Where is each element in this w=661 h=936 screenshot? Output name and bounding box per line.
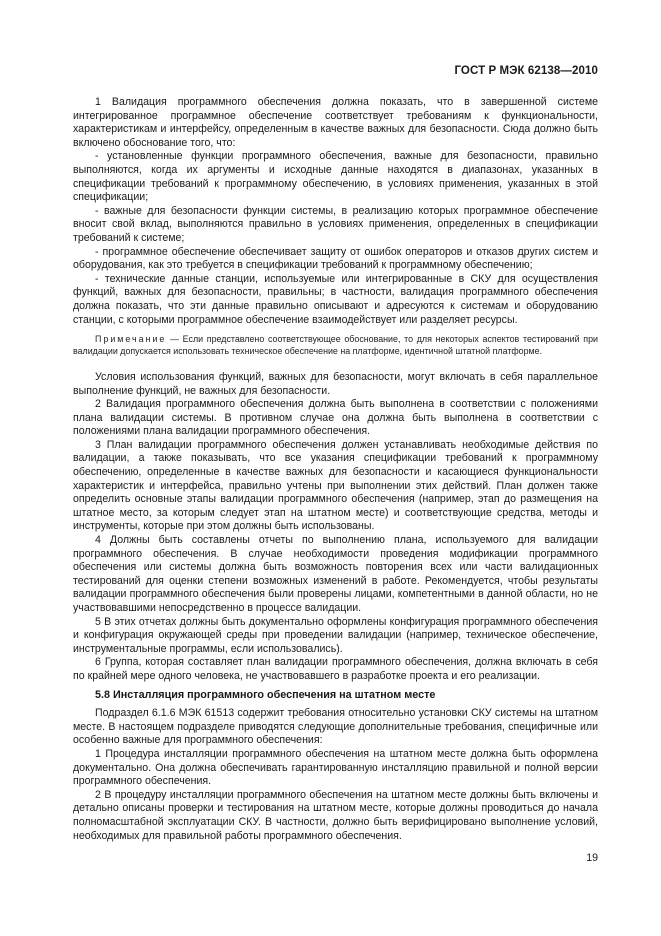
note bbox=[73, 334, 598, 357]
validation-requirements-block bbox=[73, 371, 598, 684]
paragraph: 5 В этих отчетах должны быть документально оформлены конфигурация программного обеспечения и конфигурация окружающей среды при проведении валидации (например, техническое обеспечение, инструментальные программы, если использовались). bbox=[73, 615, 598, 655]
page-number: 19 bbox=[586, 852, 598, 864]
note-text: — Если представлено соответствующее обоснование, то для некоторых аспектов тестирований при валидации допускается использовать техническое обеспечение на платформе, идентичной штатной платформе. bbox=[73, 334, 598, 356]
paragraph: 3 План валидации программного обеспечения должен устанавливать необходимые действия по валидации, а также показывать, что все указания спецификации требований к программному обеспечению, определенные в качестве важных для безопасности и касающиеся функциональности характеристик и интерфейса, правильно учтены при выполнении этих действий. План должен также определить основные этапы валидации программного обеспечения (например, этап до размещения на штатное место, за которым следует этап на штатном месте) и соответствующие средства, методы и инструменты, которые при этом должны быть использованы. bbox=[73, 438, 598, 533]
section-heading: 5.8 Инсталляция программного обеспечения на штатном месте bbox=[95, 688, 436, 701]
list-item: - важные для безопасности функции системы, в реализацию которых программное обеспечение вносит свой вклад, выполняются правильно в условиях применения, определенных в спецификации требований к системе; bbox=[73, 204, 598, 244]
paragraph: 1 Валидация программного обеспечения должна показать, что в завершенной системе интегрированное программное обеспечение соответствует требованиям к функциональности, характеристикам и интерфейсу, определенным в качестве важных для безопасности. Сюда должно быть включено обоснование того, что: bbox=[73, 96, 598, 149]
validation-block bbox=[73, 96, 598, 327]
paragraph: 6 Группа, которая составляет план валидации программного обеспечения, должна включать в себя по крайней мере одного человека, не участвовавшего в разработке проекта и его реализации. bbox=[73, 656, 598, 682]
paragraph: 1 Процедура инсталляции программного обеспечения на штатном месте должна быть оформлена документально. Она должна обеспечивать гарантированную инсталляцию правильной и полной версии программного обеспечения. bbox=[73, 747, 598, 788]
note-label: Примечание bbox=[95, 334, 167, 345]
paragraph: Подраздел 6.1.6 МЭК 61513 содержит требования относительно установки СКУ системы на штатном месте. В настоящем подразделе приводятся следующие дополнительные требования, специфичные или особенно важные для программного обеспечения: bbox=[73, 707, 598, 747]
list-item: - установленные функции программного обеспечения, важные для безопасности, правильно выполняются, когда их аргументы и исходные данные находятся в диапазонах, указанных в спецификации требований к программному обеспечению, в условиях применения, указанных в этой спецификации; bbox=[73, 150, 598, 204]
paragraph: 4 Должны быть составлены отчеты по выполнению плана, используемого для валидации программного обеспечения. В случае необходимости проведения модификации программного обеспечения или системы должна быть возможность повторения всех или части валидационных тестирований для оценки степени возможных изменений в работе. Рекомендуется, чтобы результаты валидации программного обеспечения были проверены лицами, компетентными в данной области, но не участвовавшими непосредственно в процессе валидации. bbox=[73, 534, 598, 614]
paragraph: Условия использования функций, важных для безопасности, могут включать в себя параллельное выполнение функций, не важных для безопасности. bbox=[73, 370, 598, 397]
paragraph: 2 Валидация программного обеспечения должна быть выполнена в соответствии с положениями плана валидации системы. В противном случае она должна быть выполнена в соответствии с положениями плана валидации программного обеспечения. bbox=[73, 398, 598, 438]
list-item: - технические данные станции, используемые или интегрированные в СКУ для осуществления функций, важных для безопасности, правильны; в частности, валидация программного обеспечения должна показать, что эти данные правильно описывают и адресуются к системам и оборудованию станции, с которыми программное обеспечение взаимодействует или разделяет ресурсы. bbox=[73, 272, 598, 326]
document-header: ГОСТ Р МЭК 62138—2010 bbox=[454, 65, 598, 77]
list-item: - программное обеспечение обеспечивает защиту от ошибок операторов и отказов других систем и оборудования, как это требуется в спецификации требований к программному обеспечению; bbox=[73, 245, 598, 272]
paragraph: 2 В процедуру инсталляции программного обеспечения на штатном месте должны быть включены и детально описаны проверки и тестирования на штатном месте, которые должны проводиться до начала полномасштабной эксплуатации СКУ. В частности, должно быть верифицировано выполнение условий, необходимых для правильной работы программного обеспечения. bbox=[73, 788, 598, 842]
installation-block bbox=[73, 707, 598, 843]
